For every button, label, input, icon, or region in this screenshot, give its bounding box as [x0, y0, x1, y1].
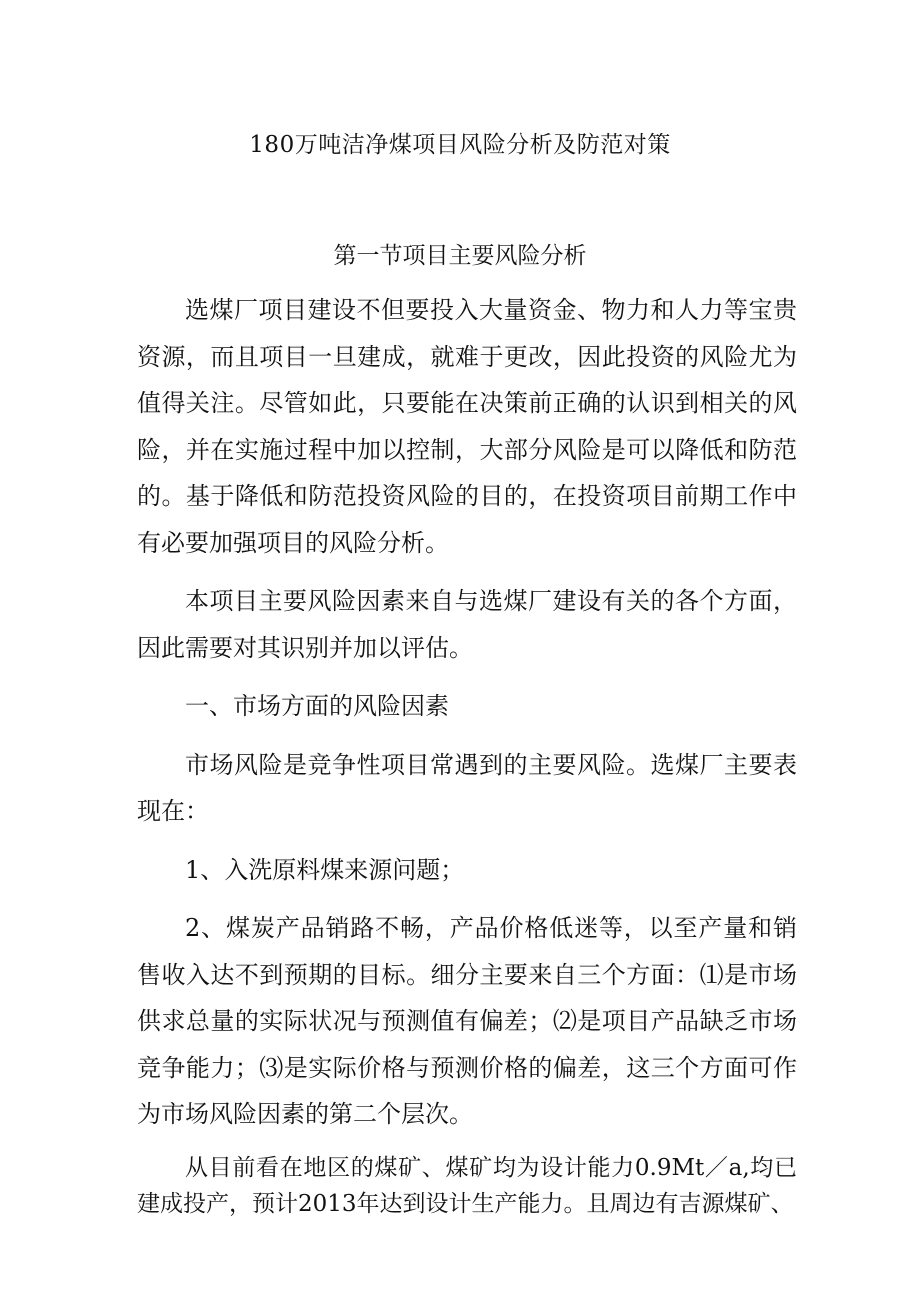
paragraph-intro: 选煤厂项目建设不但要投入大量资金、物力和人力等宝贵资源，而且项目一旦建成，就难于更改，因此投资的风险尤为值得关注。尽管如此，只要能在决策前正确的认识到相关的风险，并在实施过程中加以控制，大部分风险是可以降低和防范的。基于降低和防范投资风险的目的，在投资项目前期工作中有必要加强项目的风险分析。: [137, 296, 797, 557]
body-text: [137, 287, 797, 1222]
heading-market-risk: 一、市场方面的风险因素: [185, 692, 449, 720]
list-item-2: 2、煤炭产品销路不畅，产品价格低迷等，以至产量和销售收入达不到预期的目标。细分主要来自三个方面：⑴是市场供求总量的实际状况与预测值有偏差；⑵是项目产品缺乏市场竞争能力；⑶是实际价格与预测价格的偏差，这三个方面可作为市场风险因素的第二个层次。: [137, 914, 797, 1128]
document-title: 180万吨洁净煤项目风险分析及防范对策: [249, 132, 671, 158]
section-title: 第一节项目主要风险分析: [333, 243, 587, 269]
paragraph-market-risk: 市场风险是竞争性项目常遇到的主要风险。选煤厂主要表现在：: [137, 750, 797, 825]
list-item-1: 1、入洗原料煤来源问题；: [185, 855, 465, 884]
paragraph-risk-sources: 本项目主要风险因素来自与选煤厂建设有关的各个方面，因此需要对其识别并加以评估。: [137, 587, 797, 662]
paragraph-current-situation: 从目前看在地区的煤矿、煤矿均为设计能力0.9Mt／a,均已建成投产，预计2013年达到设计生产能力。且周边有吉源煤矿、: [137, 1154, 797, 1217]
